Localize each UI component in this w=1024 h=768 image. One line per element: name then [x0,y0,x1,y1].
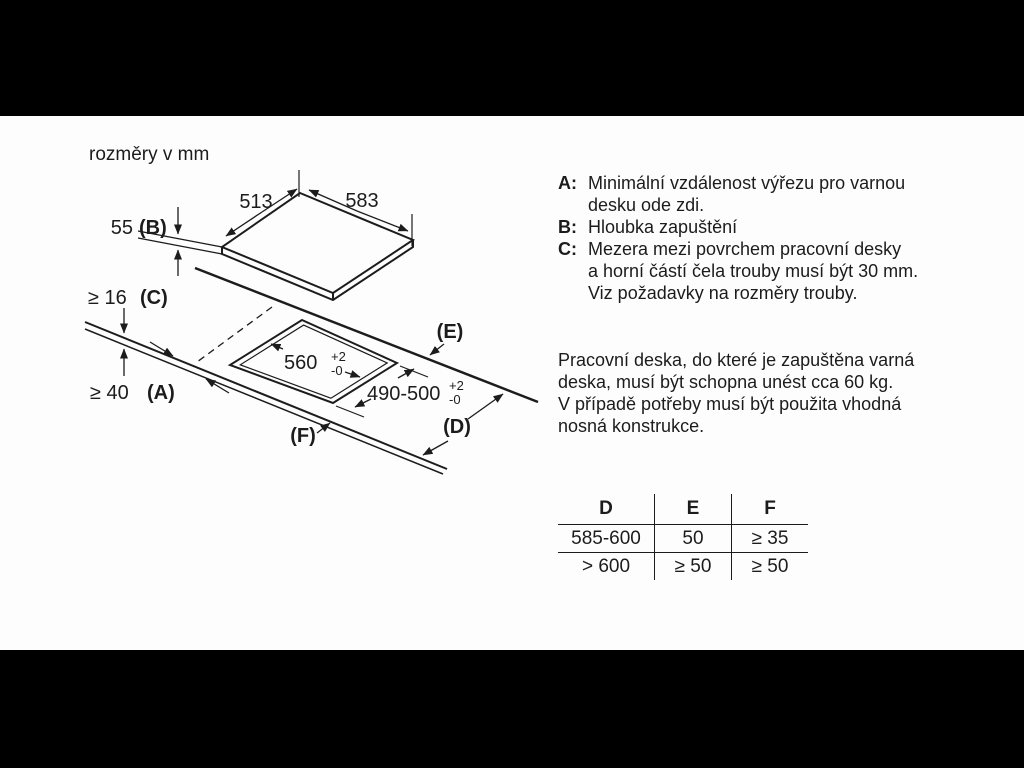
legend-text: desku ode zdi. [588,195,705,215]
def-spec-table [558,494,808,580]
table-cell: ≥ 50 [731,553,808,580]
ref-d-label: (D) [443,416,471,438]
table-cell: ≥ 35 [731,525,808,553]
legend-line [558,216,918,238]
units-label: rozměry v mm [89,144,210,165]
table-cell: ≥ 50 [654,553,731,580]
paragraph-line: deska, musí být schopna unést cca 60 kg. [558,372,894,392]
table-cell: 50 [654,525,731,553]
legend-text: Viz požadavky na rozměry trouby. [588,283,858,303]
legend-line [558,172,918,194]
paragraph-line: V případě potřeby musí být použita vhodná [558,394,902,414]
ref-f-label: (F) [290,425,316,447]
dim-16-label: ≥ 16 [88,287,127,309]
paragraph-line: nosná konstrukce. [558,416,705,436]
legend-text: Hloubka zapuštění [588,217,738,237]
legend-text: Mezera mezi povrchem pracovní desky [588,239,902,259]
dim-490-500-label: 490-500 [367,383,441,405]
dim-583-label: 583 [345,190,379,212]
table-header-d: D [558,494,654,525]
dim-560-tol-down: -0 [331,363,343,378]
ref-e-label: (E) [436,321,464,343]
table-header-e: E [654,494,731,525]
dim-490-500-tol-down: -0 [449,392,461,407]
dim-490-500-tol-up: +2 [449,378,464,393]
legend-line [558,282,918,304]
ref-b-label: (B) [139,217,167,239]
paragraph-line: Pracovní deska, do které je zapuštěna varná [558,350,915,370]
dim-55-label: 55 [110,217,133,239]
legend-line [558,260,918,282]
legend-line [558,194,918,216]
dim-40-label: ≥ 40 [90,382,129,404]
dim-513-label: 513 [239,191,273,213]
legend-key: C: [558,239,577,259]
table-cell: > 600 [581,555,631,577]
dim-560-tol-up: +2 [331,349,346,364]
table-cell: 585-600 [558,525,654,553]
legend-text: a horní částí čela trouby musí být 30 mm. [588,261,919,281]
legend-key: B: [558,217,577,237]
legend-text: Minimální vzdálenost výřezu pro varnou [588,173,906,193]
load-note-paragraph [558,349,914,437]
legend-key: A: [558,173,577,193]
legend-line [558,238,918,260]
dim-560-label: 560 [284,352,318,374]
ref-a-label: (A) [147,382,175,404]
legend-block [558,172,918,304]
table-header-f: F [731,494,808,525]
ref-c-label: (C) [140,287,168,309]
